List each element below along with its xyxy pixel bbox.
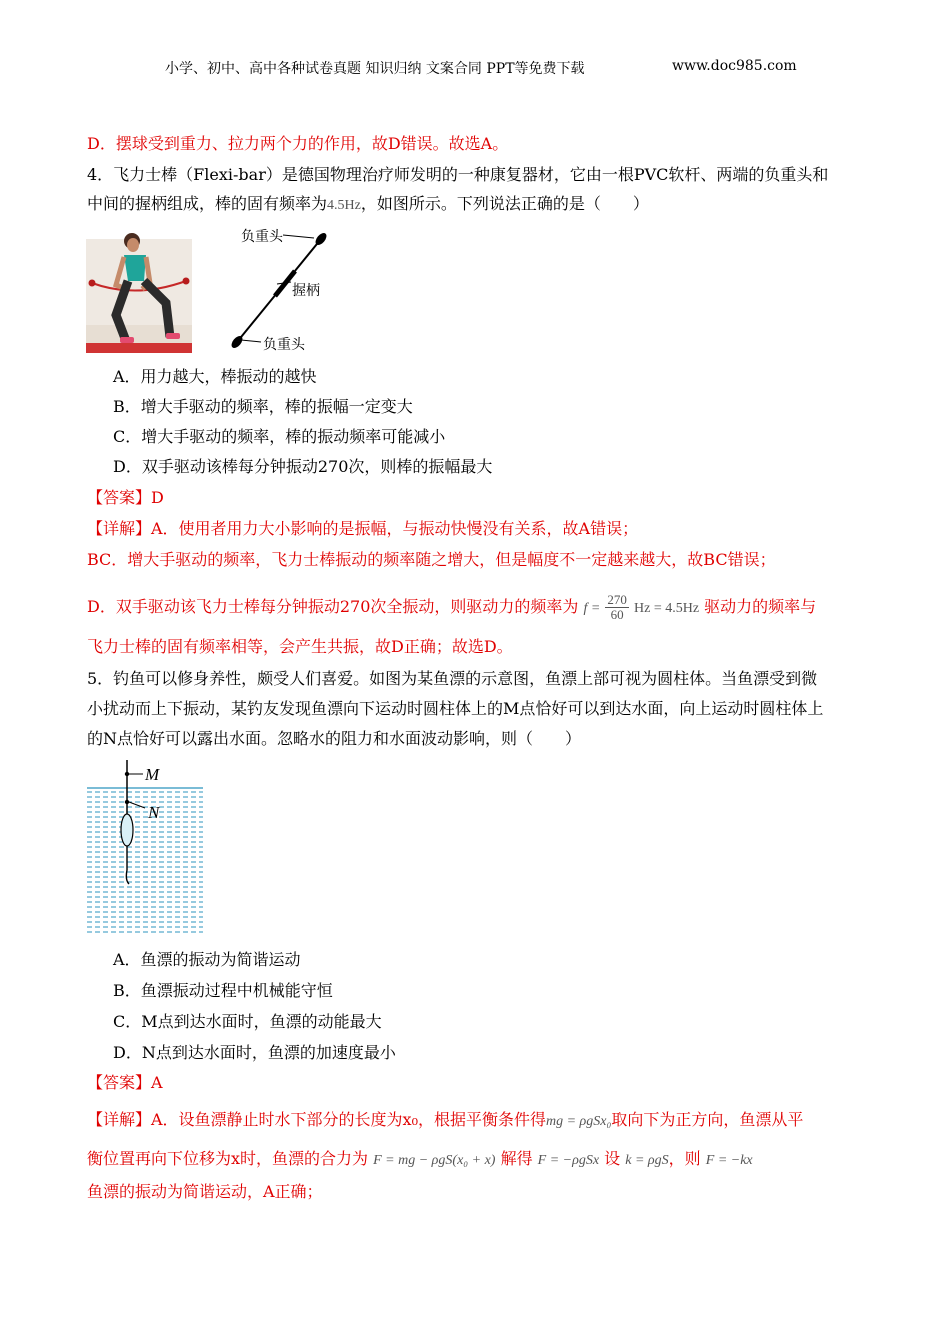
q5-option-b: B．鱼漂振动过程中机械能守恒 — [113, 981, 333, 1000]
q4-answer: 【答案】D — [87, 488, 164, 507]
diagram-label-bottom-weight: 负重头 — [263, 337, 305, 353]
q4-detail-bc: BC．增大手驱动的频率，飞力士棒振动的频率随之增大，但是幅度不一定越来越大，故BC错误； — [87, 550, 776, 569]
q5-equation-hooke: F = −kx — [705, 1153, 753, 1168]
q5-option-a: A．鱼漂的振动为简谐运动 — [113, 950, 301, 969]
q4-detail-conclusion: 飞力士棒的固有频率相等，会产生共振，故D正确；故选D。 — [87, 637, 513, 656]
q4-stem-line1: 4．飞力士棒（Flexi-bar）是德国物理治疗师发明的一种康复器材，它由一根PVC软杆、两端的负重头和 — [87, 165, 829, 184]
q4-detail-d-text-a: D．双手驱动该飞力士棒每分钟振动270次全振动，则驱动力的频率为 — [87, 597, 579, 616]
water-region — [87, 788, 203, 933]
q4-formula-denominator: 60 — [610, 607, 624, 622]
point-m-dot — [125, 772, 129, 776]
q4-option-c: C．增大手驱动的频率，棒的振动频率可能减小 — [113, 427, 446, 446]
q5-detail-line3: 鱼漂的振动为简谐运动，A正确； — [87, 1182, 323, 1201]
prev-option-d-explanation: D．摆球受到重力、拉力两个力的作用，故D错误。故选A。 — [87, 134, 509, 153]
q4-detail-a: 【详解】A．使用者用力大小影响的是振幅，与振动快慢没有关系，故A错误； — [87, 519, 639, 538]
q4-stem-line2-a: 中间的握柄组成，棒的固有频率为 — [87, 194, 328, 213]
point-n-dot — [125, 800, 129, 804]
diagram-label-top-weight: 负重头 — [241, 229, 283, 245]
float-diagram — [87, 760, 207, 935]
header-left-text: 小学、初中、高中各种试卷真题 知识归纳 文案合同 PPT等免费下载 — [165, 61, 585, 77]
float-body-icon — [121, 814, 133, 846]
flexi-bar-photo — [86, 225, 192, 353]
diagram-label-handle: 握柄 — [292, 283, 320, 299]
q4-formula-f-symbol: f = — [583, 601, 601, 616]
q5-detail-line1-a: 【详解】A．设鱼漂静止时水下部分的长度为x₀，根据平衡条件得 — [87, 1110, 546, 1129]
q5-option-c: C．M点到达水面时，鱼漂的动能最大 — [113, 1012, 382, 1031]
q5-answer: 【答案】A — [87, 1073, 163, 1092]
q4-formula-fraction — [605, 593, 629, 622]
q5-detail-line2-d: ，则 — [668, 1149, 701, 1168]
q4-stem-line2-b: ，如图所示。下列说法正确的是（ ） — [360, 194, 649, 213]
q4-detail-d — [87, 593, 816, 622]
q4-option-a: A．用力越大，棒振动的越快 — [113, 367, 317, 386]
q5-stem-line3: 的N点恰好可以露出水面。忽略水的阻力和水面波动影响，则（ ） — [87, 729, 582, 748]
q5-equation-k: k = ρgS — [625, 1153, 669, 1168]
q4-detail-d-text-b: 驱动力的频率与 — [704, 597, 817, 616]
q4-option-d: D．双手驱动该棒每分钟振动270次，则棒的振幅最大 — [113, 457, 493, 476]
q4-natural-frequency: 4.5Hz — [327, 198, 361, 213]
q5-stem-line1: 5．钓鱼可以修身养性，颇受人们喜爱。如图为某鱼漂的示意图，鱼漂上部可视为圆柱体。当鱼漂受到微 — [87, 669, 818, 688]
q5-option-d: D．N点到达水面时，鱼漂的加速度最小 — [113, 1043, 396, 1062]
q5-detail-line1-b: 取向下为正方向，鱼漂从平 — [611, 1110, 804, 1129]
q5-detail-line2 — [87, 1149, 753, 1171]
q5-stem-line2: 小扰动而上下振动，某钓友发现鱼漂向下运动时圆柱体上的M点恰好可以到达水面，向上运动时圆柱体上 — [87, 699, 824, 718]
q4-option-b: B．增大手驱动的频率，棒的振幅一定变大 — [113, 397, 413, 416]
q5-detail-line2-c: 设 — [604, 1149, 621, 1168]
q4-formula-numerator: 270 — [607, 592, 627, 607]
q5-equation-net-force: F = mg − ρgS(x₀ + x) — [373, 1153, 496, 1168]
flexi-bar-photo-illustration — [86, 225, 192, 353]
q4-stem-line2 — [87, 194, 649, 216]
q5-detail-line2-b: 解得 — [500, 1149, 533, 1168]
float-label-n: N — [148, 803, 160, 822]
q5-equation-balance: mg = ρgSx₀ — [546, 1114, 612, 1129]
float-label-m: M — [145, 765, 160, 784]
q5-detail-line2-a: 衡位置再向下位移为x时，鱼漂的合力为 — [87, 1149, 369, 1168]
q5-equation-solved: F = −ρgSx — [537, 1153, 600, 1168]
q4-formula-result: Hz = 4.5Hz — [634, 601, 700, 616]
q5-detail-line1 — [87, 1110, 803, 1132]
header-website-link[interactable]: www.doc985.com — [672, 58, 797, 74]
